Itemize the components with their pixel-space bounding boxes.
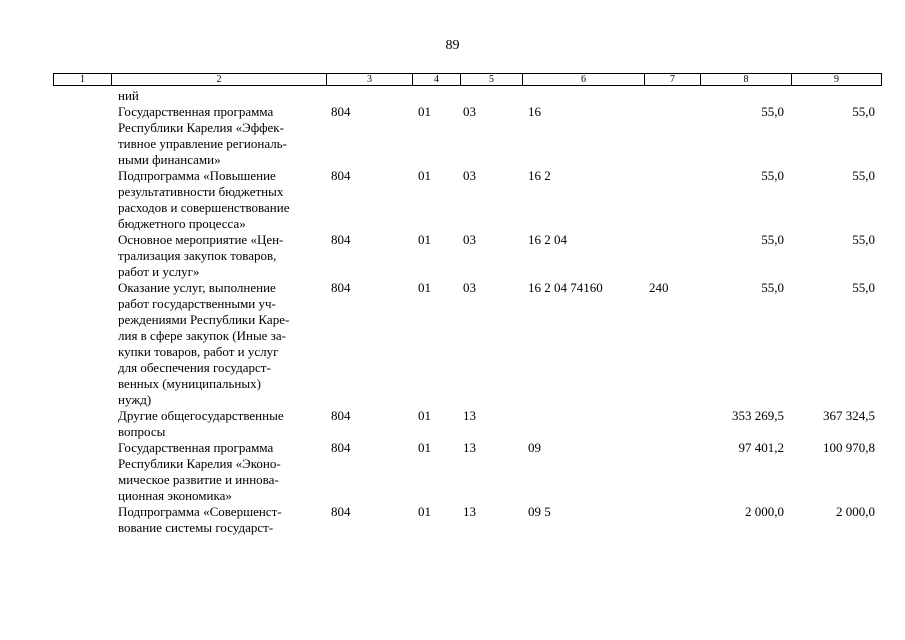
- table-row: [0, 168, 905, 232]
- row-col-6: 16: [528, 104, 541, 119]
- table-body: [0, 88, 905, 536]
- row-col-5: 13: [463, 408, 476, 423]
- row-col-6: 16 2: [528, 168, 551, 183]
- table-row: [0, 280, 905, 408]
- row-col-3: 804: [331, 408, 351, 423]
- row-col-4: 01: [418, 440, 431, 455]
- table-row: [0, 88, 905, 104]
- table-row: [0, 232, 905, 280]
- row-col-9: 367 324,5: [823, 408, 875, 423]
- row-col-8: 55,0: [761, 280, 784, 295]
- row-col-8: 2 000,0: [745, 504, 784, 519]
- row-col-5: 03: [463, 168, 476, 183]
- row-col-4: 01: [418, 232, 431, 247]
- row-col-5: 13: [463, 440, 476, 455]
- row-col-4: 01: [418, 168, 431, 183]
- row-col-6: 09 5: [528, 504, 551, 519]
- row-col-6: 16 2 04: [528, 232, 567, 247]
- row-col-8: 55,0: [761, 232, 784, 247]
- column-number-header: [53, 73, 882, 86]
- row-col-4: 01: [418, 280, 431, 295]
- row-col-4: 01: [418, 408, 431, 423]
- row-col-3: 804: [331, 104, 351, 119]
- page-number: 89: [445, 38, 460, 53]
- row-col-9: 2 000,0: [836, 504, 875, 519]
- row-col-3: 804: [331, 280, 351, 295]
- row-col-7: 240: [649, 280, 669, 295]
- header-col-7: 7: [645, 74, 701, 86]
- header-col-8: 8: [701, 74, 792, 86]
- row-name: Другие общегосударственные вопросы: [118, 408, 284, 439]
- row-name: Подпрограмма «Совершенст- вование системы государст-: [118, 504, 282, 535]
- row-col-5: 03: [463, 104, 476, 119]
- row-col-3: 804: [331, 504, 351, 519]
- row-col-8: 97 401,2: [738, 440, 784, 455]
- row-col-9: 55,0: [852, 168, 875, 183]
- row-name: Оказание услуг, выполнение работ государственными уч- реждениями Республики Каре- лия в сфере закупок (Иные за- купки товаров, работ и услуг для обеспечения государст- венных (муниципальных) нужд): [118, 280, 290, 407]
- row-col-8: 55,0: [761, 168, 784, 183]
- header-col-1: 1: [54, 74, 112, 86]
- table-row: [0, 408, 905, 440]
- header-col-3: 3: [327, 74, 413, 86]
- row-name: ний: [118, 88, 139, 103]
- row-name: Основное мероприятие «Цен- трализация закупок товаров, работ и услуг»: [118, 232, 284, 279]
- row-col-8: 353 269,5: [732, 408, 784, 423]
- header-col-2: 2: [112, 74, 327, 86]
- table-row: [0, 504, 905, 536]
- row-col-5: 03: [463, 232, 476, 247]
- row-col-3: 804: [331, 168, 351, 183]
- row-col-9: 100 970,8: [823, 440, 875, 455]
- row-col-3: 804: [331, 232, 351, 247]
- row-col-9: 55,0: [852, 104, 875, 119]
- row-col-8: 55,0: [761, 104, 784, 119]
- header-col-6: 6: [523, 74, 645, 86]
- row-name: Государственная программа Республики Карелия «Эффек- тивное управление региональ- ными финансами»: [118, 104, 287, 167]
- row-col-5: 03: [463, 280, 476, 295]
- row-col-9: 55,0: [852, 280, 875, 295]
- row-name: Подпрограмма «Повышение результативности бюджетных расходов и совершенствование бюджетного процесса»: [118, 168, 290, 231]
- row-col-4: 01: [418, 104, 431, 119]
- header-col-4: 4: [413, 74, 461, 86]
- table-row: [0, 440, 905, 504]
- row-col-6: 09: [528, 440, 541, 455]
- header-col-5: 5: [461, 74, 523, 86]
- row-col-4: 01: [418, 504, 431, 519]
- row-col-6: 16 2 04 74160: [528, 280, 603, 295]
- row-col-5: 13: [463, 504, 476, 519]
- table-row: [0, 104, 905, 168]
- header-col-9: 9: [792, 74, 882, 86]
- row-name: Государственная программа Республики Карелия «Эконо- мическое развитие и иннова- ционная экономика»: [118, 440, 281, 503]
- row-col-9: 55,0: [852, 232, 875, 247]
- row-col-3: 804: [331, 440, 351, 455]
